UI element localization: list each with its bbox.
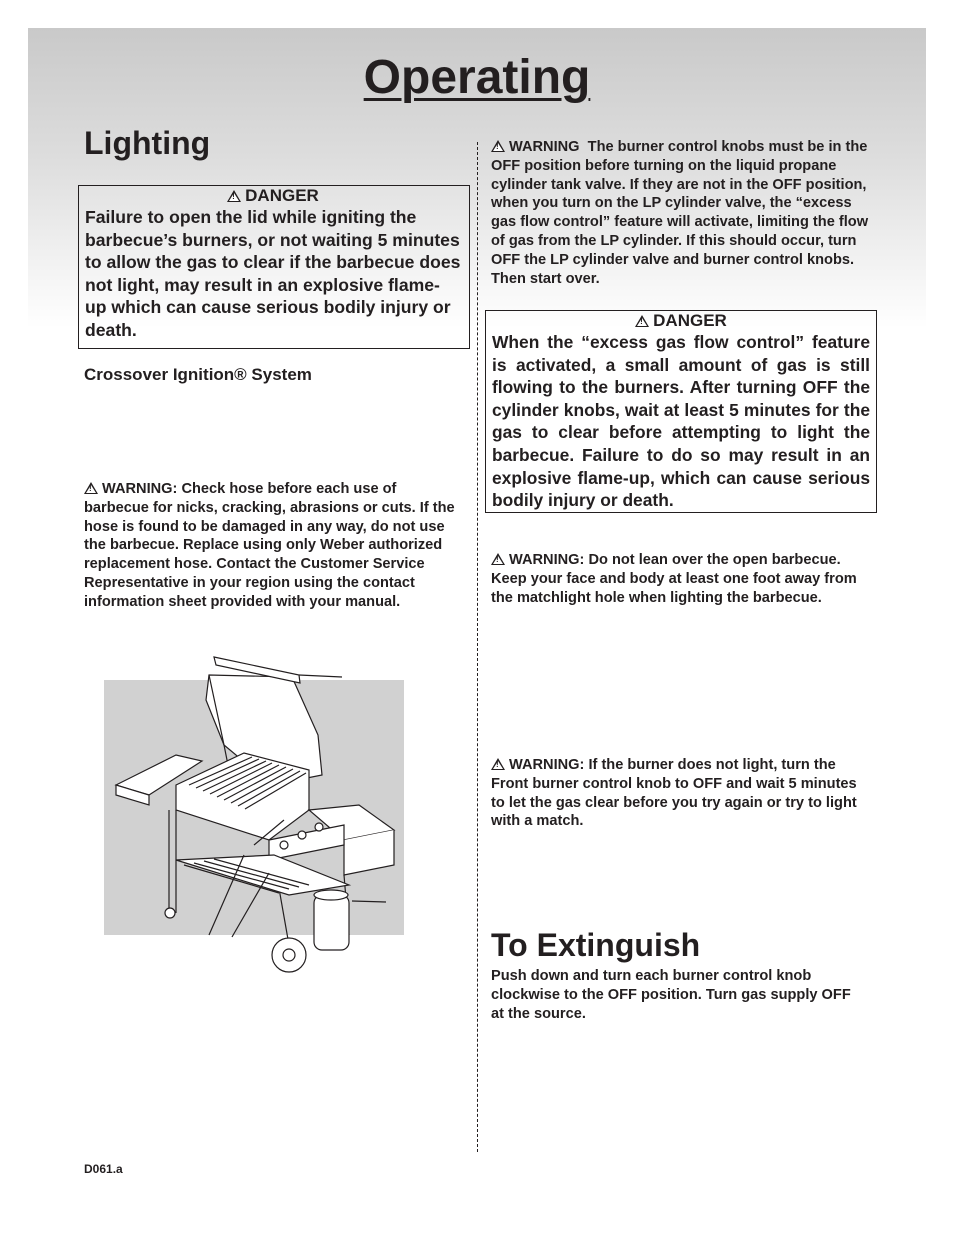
warning-triangle-icon	[635, 315, 649, 327]
warning-lean: !WARNING: Do not lean over the open barbecue. Keep your face and body at least one foot away from the matchlight hole when lighting the barbecue.	[491, 551, 869, 607]
danger-label: !DANGER	[85, 186, 461, 206]
extinguish-heading: To Extinguish	[491, 927, 701, 963]
danger-text: When the “excess gas flow control” feature is activated, a small amount of gas is still flowing to the burners. After turning OFF the cylinder knobs, wait at least 5 minutes for the gas to clear before attempting to light the barbecue. Failure to do so may result in an explosive flame-up, which can cause serious bodily injury or death.	[492, 332, 870, 511]
warning-knobs: !WARNING The burner control knobs must be in the OFF position before turning on the liquid propane cylinder tank valve. If they are not in the OFF position, when you turn on the LP cylinder valve, the “excess gas flow control” feature will activate, limiting the flow of gas from the LP cylinder. If this should occur, turn OFF the LP cylinder valve and burner control knobs. Then start over.	[491, 138, 873, 288]
danger-box-excess-gas	[485, 310, 877, 513]
extinguish-text: Push down and turn each burner control knob clockwise to the OFF position. Turn gas supply OFF at the source.	[491, 968, 851, 1022]
warning-triangle-icon	[491, 140, 505, 152]
danger-box-lid	[78, 185, 470, 349]
crossover-heading: Crossover Ignition® System	[84, 365, 312, 384]
document-code: D061.a	[84, 1162, 123, 1176]
warning-hose: !WARNING: Check hose before each use of barbecue for nicks, cracking, abrasions or cuts. If the hose is found to be damaged in any way, do not use the barbecue. Replace using only Weber authorized replacement hose. Contact the Customer Service Representative in your region using the contact information sheet provided with your manual.	[84, 480, 460, 612]
gas-grill-illustration	[104, 645, 404, 975]
warning-triangle-icon	[84, 482, 98, 494]
lighting-heading: Lighting	[84, 125, 211, 161]
warning-triangle-icon	[491, 758, 505, 770]
danger-label: !DANGER	[492, 311, 870, 331]
warning-no-light: !WARNING: If the burner does not light, turn the Front burner control knob to OFF and wait 5 minutes to let the gas clear before you try again or try to light with a match.	[491, 756, 869, 831]
page-title: Operating	[363, 51, 591, 104]
column-divider	[477, 142, 479, 1152]
warning-triangle-icon	[491, 553, 505, 565]
warning-triangle-icon	[227, 190, 241, 202]
danger-text: Failure to open the lid while igniting the barbecue’s burners, or not waiting 5 minutes to allow the gas to clear if the barbecue does not light, may result in an explosive flame-up which can cause serious bodily injury or death.	[85, 207, 461, 340]
